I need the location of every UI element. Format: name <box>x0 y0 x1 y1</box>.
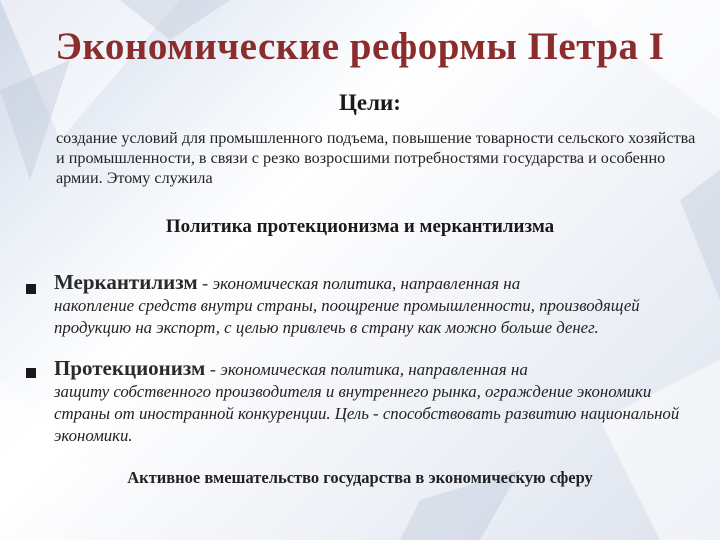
item-lead-text: экономическая политика, направленная на <box>212 274 521 293</box>
footer-text: Активное вмешательство государства в экономическую сферу <box>127 468 593 487</box>
list-item-protectionism <box>54 356 684 447</box>
item-separator: - <box>197 273 213 293</box>
bullet-square-icon <box>26 284 36 294</box>
item-description: защиту собственного производителя и внутреннего рынка, ограждение экономики страны от иностранной конкуренции. Цель - способствовать развитию национальной экономики. <box>54 382 680 445</box>
item-lead-text: экономическая политика, направленная на <box>220 360 528 379</box>
item-term: Протекционизм <box>54 356 206 380</box>
policy-heading: Политика протекционизма и меркантилизма <box>165 216 555 237</box>
item-term: Меркантилизм <box>54 270 198 294</box>
item-separator: - <box>205 359 221 379</box>
bullet-square-icon <box>26 368 36 378</box>
item-description: накопление средств внутри страны, поощрение промышленности, производящей продукцию на экспорт, с целью привлечь в страну как можно больше денег. <box>54 296 640 337</box>
intro-paragraph: создание условий для промышленного подъема, повышение товарности сельского хозяйства и промышленности, в связи с резко возросшими потребностями государства и особенно армии. Этому служила <box>56 129 696 187</box>
list-item-mercantilism <box>54 270 684 339</box>
goals-label: Цели: <box>339 90 401 115</box>
slide-title: Экономические реформы Петра I <box>55 25 665 68</box>
